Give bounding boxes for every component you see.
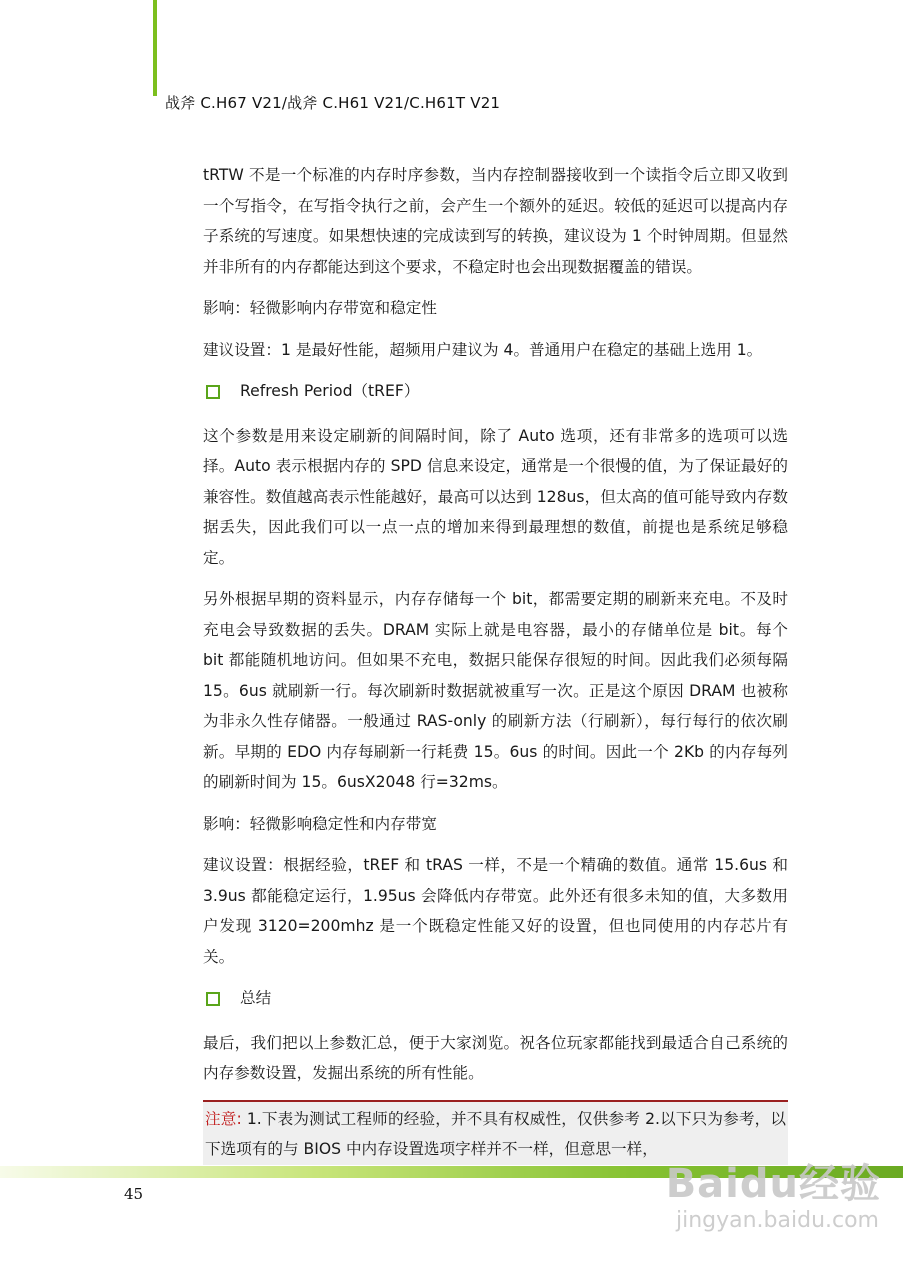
page-number: 45 bbox=[124, 1185, 144, 1203]
paragraph-trtw: tRTW 不是一个标准的内存时序参数，当内存控制器接收到一个读指令后立即又收到一个写指令，在写指令执行之前，会产生一个额外的延迟。较低的延迟可以提高内存子系统的写速度。如果想快速的完成读到写的转换，建议设为 1 个时钟周期。但显然并非所有的内存都能达到这个要求，不稳定时也会出现数据覆盖的错误。 bbox=[203, 166, 788, 276]
paragraph-impact-2: 影响：轻微影响稳定性和内存带宽 bbox=[203, 814, 437, 833]
paragraph-impact-1: 影响：轻微影响内存带宽和稳定性 bbox=[203, 299, 437, 317]
checkbox-bullet-icon bbox=[206, 385, 220, 399]
header-accent-line bbox=[153, 0, 157, 96]
note-text: 1.下表为测试工程师的经验，并不具有权威性，仅供参考 2.以下只为参考，以下选项有的与 BIOS 中内存设置选项字样并不一样，但意思一样， bbox=[205, 1109, 786, 1158]
page-header-title: 战斧 C.H67 V21/战斧 C.H61 V21/C.H61T V21 bbox=[165, 94, 501, 112]
baidu-watermark bbox=[631, 1152, 881, 1257]
paragraph-recommend-2: 建议设置：根据经验，tREF 和 tRAS 一样，不是一个精确的数值。通常 15.6us 和 3.9us 都能稳定运行，1.95us 会降低内存带宽。此外还有很多未知的值，大多数用户发现 3120=200mhz 是一个既稳定性能又好的设置，但也同使用的内存芯片有关。 bbox=[203, 856, 788, 966]
watermark-url: jingyan.baidu.com bbox=[675, 1208, 879, 1233]
note-label: 注意: bbox=[205, 1109, 242, 1128]
section-heading-label: 总结 bbox=[240, 989, 272, 1007]
paragraph-tref: 这个参数是用来设定刷新的间隔时间，除了 Auto 选项，还有非常多的选项可以选择。Auto 表示根据内存的 SPD 信息来设定，通常是一个很慢的值，为了保证最好的兼容性。数值越高表示性能越好，最高可以达到 128us，但太高的值可能导致内存数据丢失，因此我们可以一点一点的增加来得到最理想的数值，前提也是系统足够稳定。 bbox=[203, 426, 788, 567]
paragraph-summary: 最后，我们把以上参数汇总，便于大家浏览。祝各位玩家都能找到最适合自己系统的内存参数设置，发掘出系统的所有性能。 bbox=[203, 1033, 788, 1082]
paragraph-refresh-detail: 另外根据早期的资料显示，内存存储每一个 bit，都需要定期的刷新来充电。不及时充电会导致数据的丢失。DRAM 实际上就是电容器，最小的存储单位是 bit。每个 bit 都能随机地访问。但如果不充电，数据只能保存很短的时间。因此我们必须每隔 15。6us 就刷新一行。每次刷新时数据就被重写一次。正是这个原因 DRAM 也被称为非永久性存储器。一般通过 RAS-only 的刷新方法（行刷新），每行每行的依次刷新。早期的 EDO 内存每刷新一行耗费 15。6us 的时间。因此一个 2Kb 的内存每列的刷新时间为 15。6usX2048 行=32ms。 bbox=[203, 590, 788, 791]
section-heading-label: Refresh Period（tREF） bbox=[240, 382, 420, 400]
section-heading-refresh-period bbox=[203, 376, 788, 407]
section-heading-summary bbox=[203, 983, 788, 1014]
paragraph-recommend-1: 建议设置：1 是最好性能，超频用户建议为 4。普通用户在稳定的基础上选用 1。 bbox=[203, 340, 763, 359]
main-content bbox=[203, 160, 788, 1165]
baidu-logo: Baidu经验 bbox=[665, 1161, 881, 1207]
checkbox-bullet-icon bbox=[206, 992, 220, 1006]
